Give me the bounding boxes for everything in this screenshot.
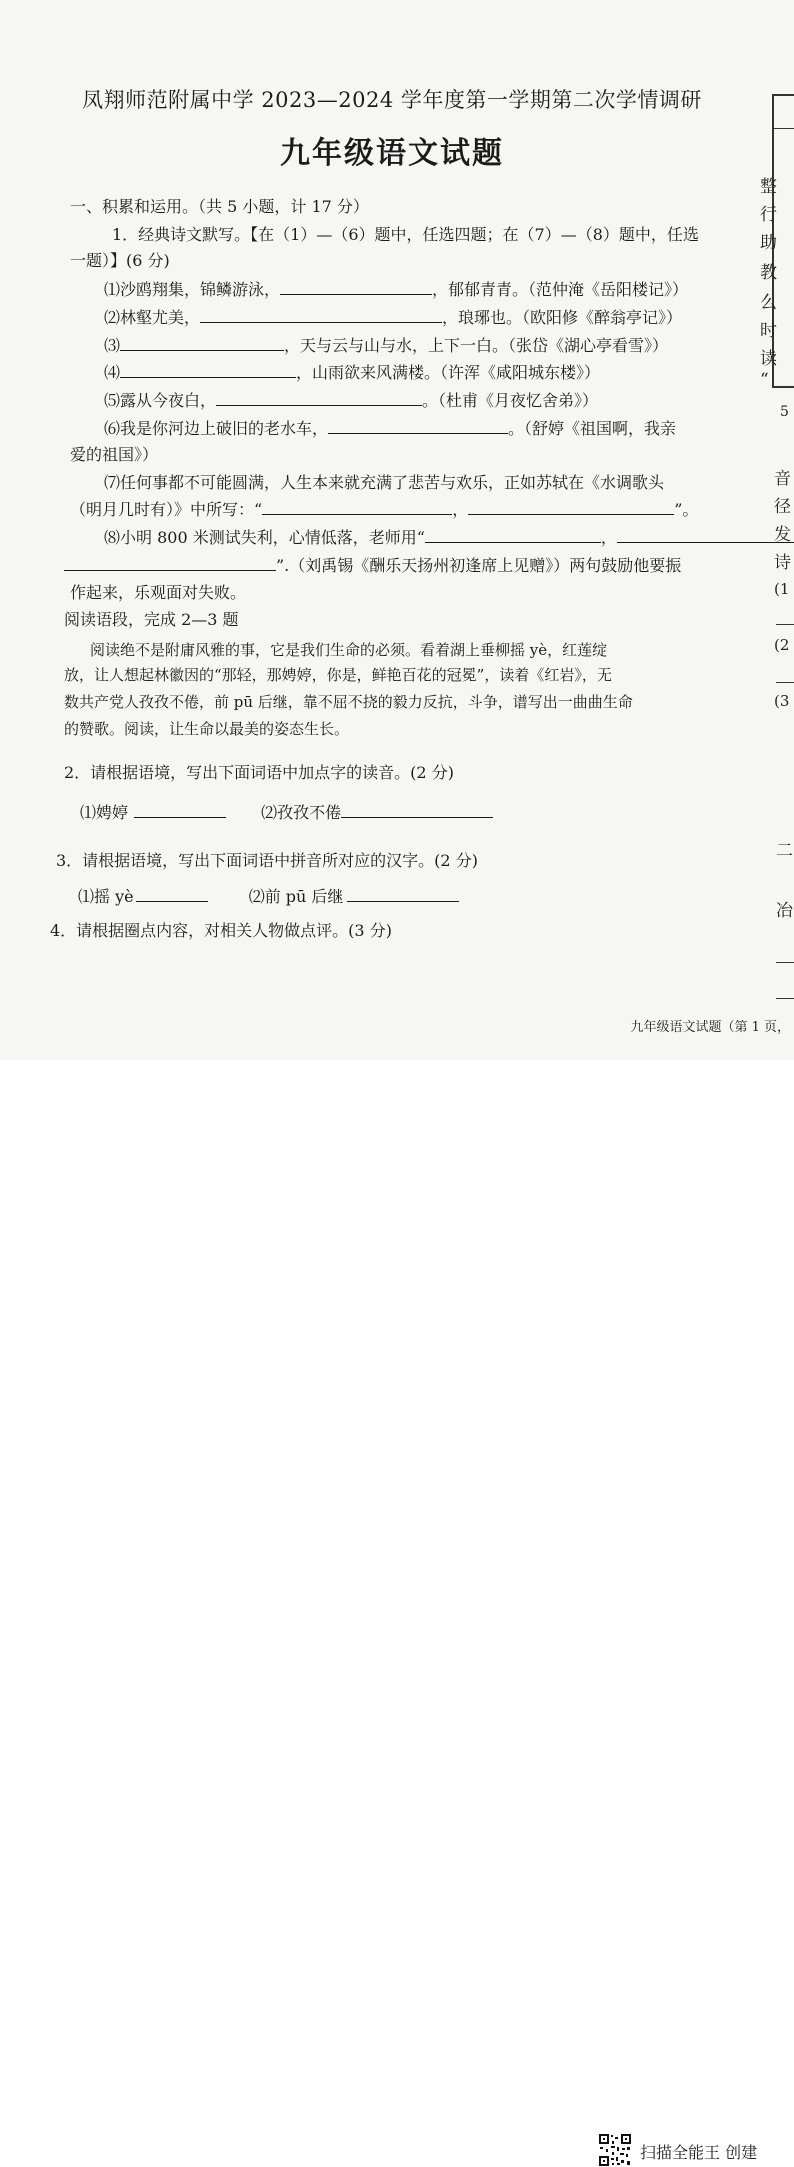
q1-2-suffix: ，琅琊也。（欧阳修《醉翁亭记》） [442,308,683,327]
q1-3-prefix: ⑶ [104,336,121,355]
exam-page [0,0,794,1060]
scanner-bar [0,1060,794,2162]
q1-6-suffix: 。（舒婷《祖国啊，我亲 [508,419,677,438]
q3-options [78,884,459,907]
q3-stem: 3．请根据语境，写出下面词语中拼音所对应的汉字。(2 分) [56,851,478,870]
next-column-rule [772,128,794,129]
edge-char: 助 [760,233,777,253]
q1-8-suffix: ”.（刘禹锡《酬乐天扬州初逢席上见赠》）两句鼓励他要振 [276,556,682,575]
answer-blank[interactable] [617,528,794,543]
q1-item-2 [104,305,682,328]
q1-item-1 [104,277,688,300]
q1-item-6 [104,416,676,439]
q1-intro-line2: 一题）】(6 分) [70,251,170,270]
answer-blank[interactable] [262,500,452,515]
q1-7-prefix: （明月几时有）》中所写：“ [70,500,263,519]
q1-4-prefix: ⑷ [104,363,121,382]
answer-blank[interactable] [64,556,276,571]
edge-char: 时 [760,321,777,341]
q2-option-1: ⑴娉婷 [80,803,129,822]
q1-1-suffix: ，郁郁青青。（范仲淹《岳阳楼记》） [432,280,689,299]
q1-4-suffix: ，山雨欲来风满楼。（许浑《咸阳城东楼》） [296,363,601,382]
q1-5-prefix: ⑸露从今夜白， [104,391,217,410]
page-footer: 九年级语文试题（第 1 页， [630,1020,790,1035]
answer-blank[interactable] [347,887,459,902]
q1-item-5 [104,388,598,411]
edge-rule [776,998,794,999]
q1-item-8-line3: 作起来，乐观面对失败。 [70,583,247,602]
q1-8-prefix: ⑻小明 800 米测试失利，心情低落，老师用“ [104,528,425,547]
q1-5-suffix: 。（杜甫《月夜忆舍弟》） [422,391,599,410]
q1-item-7-line2 [70,497,698,520]
reading-intro: 阅读语段，完成 2—3 题 [64,610,239,629]
q1-3-suffix: ，天与云与山与水，上下一白。（张岱《湖心亭看雪》） [284,336,669,355]
q1-item-8-line2 [64,553,681,576]
edge-char: (1 [774,580,790,598]
answer-blank[interactable] [120,363,296,378]
school-header: 凤翔师范附属中学 2023—2024 学年度第一学期第二次学情调研 [82,88,702,112]
edge-char: 整 [760,177,777,197]
exam-title: 九年级语文试题 [280,136,504,171]
reading-paragraph-line4: 的赞歌。阅读，让生命以最美的姿态生长。 [64,720,350,738]
edge-char: (3 [774,692,790,710]
answer-blank[interactable] [341,803,493,818]
answer-blank[interactable] [468,500,674,515]
edge-char: 读 [760,349,777,369]
reading-paragraph-line1: 阅读绝不是附庸风雅的事，它是我们生命的必须。看着湖上垂柳摇 yè，红莲绽 [90,641,608,659]
edge-rule [776,624,794,625]
answer-blank[interactable] [134,803,226,818]
edge-char: 音 [774,469,791,489]
q1-7-comma: ， [452,500,469,519]
q1-item-6-cont: 爱的祖国》） [70,445,159,464]
edge-char: 么 [760,293,777,313]
reading-paragraph-line2: 放，让人想起林徽因的“那轻，那娉婷，你是，鲜艳百花的冠冕”，读着《红岩》，无 [64,666,612,684]
q1-item-4 [104,360,600,383]
edge-char: 行 [760,205,777,225]
answer-blank[interactable] [200,308,442,323]
edge-rule [776,962,794,963]
edge-char: 发 [774,525,791,545]
qr-code-icon [598,2133,632,2167]
edge-char: 二 [776,841,793,861]
answer-blank[interactable] [216,391,422,406]
answer-blank[interactable] [425,528,601,543]
edge-char: 5 [780,404,789,420]
q4-stem: 4．请根据圈点内容，对相关人物做点评。(3 分) [50,921,392,940]
q1-8-comma: ， [600,528,617,547]
q1-intro-line1: 1．经典诗文默写。【在（1）—（6）题中，任选四题；在（7）—（8）题中，任选 [112,225,699,244]
q1-7-suffix: ”。 [674,500,699,519]
scanner-brand: 扫描全能王 创建 [640,2143,758,2162]
q2-stem: 2．请根据语境，写出下面词语中加点字的读音。(2 分) [64,763,454,782]
edge-char: 径 [774,497,791,517]
q1-item-8-line1 [104,525,794,548]
answer-blank[interactable] [328,419,508,434]
section-heading: 一、积累和运用。（共 5 小题，计 17 分） [70,197,369,216]
edge-char: 诗 [774,553,791,573]
q1-1-prefix: ⑴沙鸥翔集，锦鳞游泳， [104,280,281,299]
q3-option-2: ⑵前 pū 后继 [248,887,344,906]
q2-options [80,800,493,823]
q1-2-prefix: ⑵林壑尤美， [104,308,201,327]
q1-item-3 [104,333,668,356]
reading-paragraph-line3: 数共产党人孜孜不倦，前 pū 后继，靠不屈不挠的毅力反抗，斗争，谱写出一曲曲生命 [64,693,633,711]
edge-char: “ [760,370,769,390]
edge-rule [776,682,794,683]
answer-blank[interactable] [280,280,432,295]
edge-char: 冶 [776,901,793,921]
answer-blank[interactable] [120,336,284,351]
answer-blank[interactable] [136,887,208,902]
q1-item-7-line1: ⑺任何事都不可能圆满，人生本来就充满了悲苦与欢乐，正如苏轼在《水调歌头 [104,473,665,492]
q1-6-prefix: ⑹我是你河边上破旧的老水车， [104,419,329,438]
q2-option-2: ⑵孜孜不倦 [261,803,342,822]
q3-option-1: ⑴摇 yè [78,887,134,906]
edge-char: 教 [760,263,777,283]
edge-char: (2 [774,636,790,654]
